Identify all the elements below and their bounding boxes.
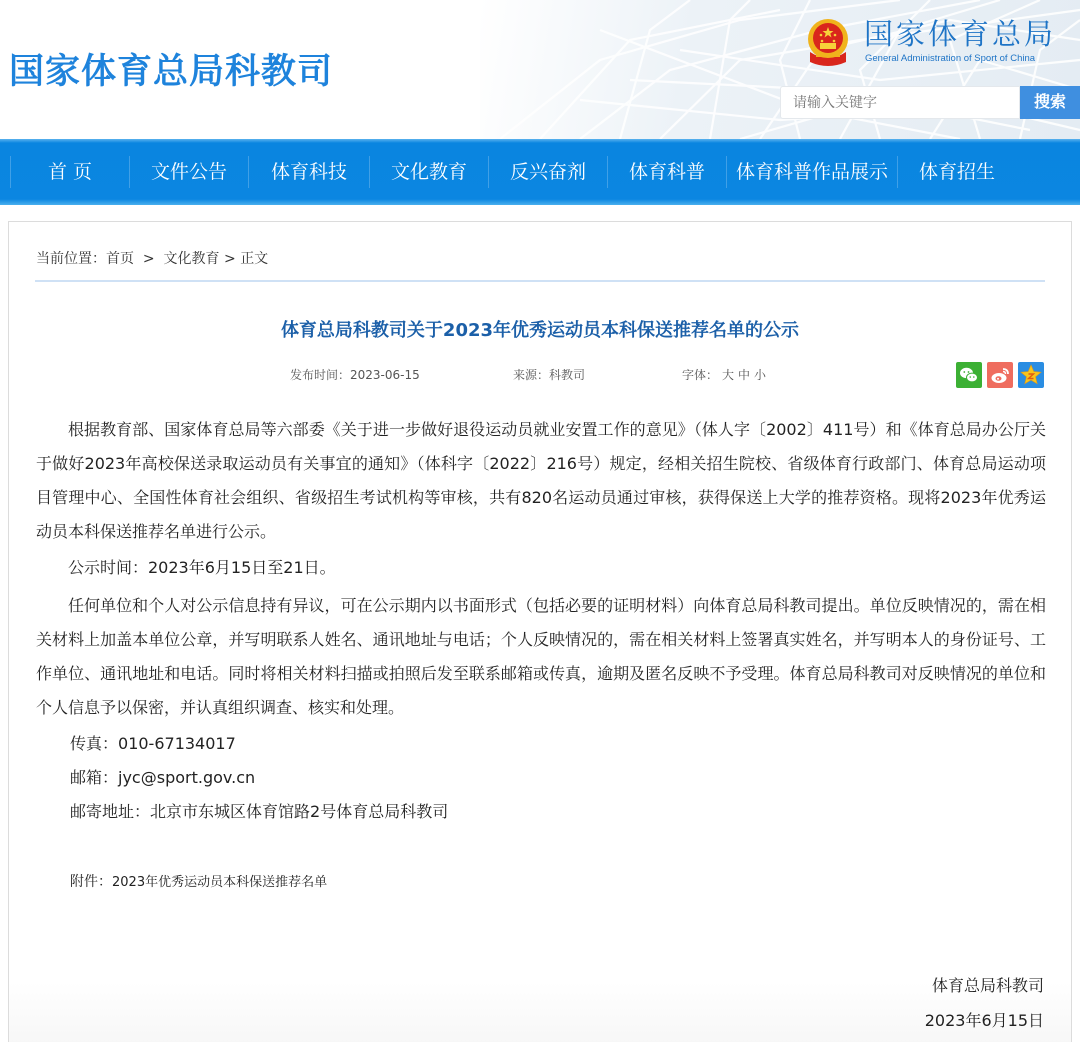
breadcrumb-current: 正文: [240, 251, 269, 267]
site-title[interactable]: 国家体育总局科教司: [9, 52, 334, 92]
source-value: 科教司: [549, 368, 586, 382]
qzone-icon[interactable]: [1018, 362, 1044, 388]
nav-item-science-works[interactable]: 体育科普作品展示: [735, 161, 888, 183]
attachment-label: 附件：: [70, 874, 112, 890]
email-label: 邮箱：: [70, 768, 119, 787]
nav-item-anti-doping[interactable]: 反兴奋剂: [509, 161, 586, 183]
nav-item-home[interactable]: 首 页: [47, 161, 93, 183]
breadcrumb-culture-education[interactable]: 文化教育: [163, 251, 220, 267]
national-emblem-icon: [806, 18, 850, 68]
contact-list: [36, 727, 1046, 829]
publish-date: [290, 366, 420, 384]
font-size-small[interactable]: 小: [754, 368, 767, 382]
address-label: 邮寄地址：: [70, 802, 151, 821]
article-title: 体育总局科教司关于2023年优秀运动员本科保送推荐名单的公示: [280, 320, 800, 341]
paragraph-objection: 任何单位和个人对公示信息持有异议，可在公示期内以书面形式（包括必要的证明材料）向体育总局科教司提出。单位反映情况的，需在相关材料上加盖本单位公章，并写明联系人姓名、通讯地址与电话；个人反映情况的，需在相关材料上签署真实姓名，并写明本人的身份证号、工作单位、通讯地址和电话。同时将相关材料扫描或拍照后发至联系邮箱或传真，逾期及匿名反映不予受理。体育总局科教司对反映情况的单位和个人信息予以保密，并认真组织调查、核实和处理。: [36, 596, 1046, 717]
source: [513, 366, 585, 384]
nav-item-sports-admissions[interactable]: 体育招生: [918, 161, 995, 183]
fax-value: 010-67134017: [118, 734, 236, 753]
address-value: 北京市东城区体育馆路2号体育总局科教司: [150, 802, 449, 821]
publish-label: 发布时间：: [290, 368, 351, 382]
fax-label: 传真：: [70, 734, 119, 753]
logo-english-name: General Administration of Sport of China: [865, 53, 1036, 64]
nav-item-science-popularization[interactable]: 体育科普: [628, 161, 705, 183]
signature-org: 体育总局科教司: [931, 976, 1044, 995]
breadcrumb-prefix: 当前位置：: [36, 251, 106, 267]
publish-date-value: 2023-06-15: [350, 368, 420, 382]
breadcrumb-home[interactable]: 首页: [106, 251, 134, 267]
nav-item-announcements[interactable]: 文件公告: [150, 161, 227, 183]
contact-email: [36, 761, 1046, 795]
nav-item-culture-education[interactable]: 文化教育: [390, 161, 467, 183]
font-size-large[interactable]: 大: [722, 368, 735, 382]
article-body-objection: [36, 589, 1046, 725]
breadcrumb: [36, 249, 268, 269]
article-body: [36, 413, 1046, 549]
site-header: [0, 0, 1080, 139]
attachment: [70, 871, 327, 894]
font-size-controls: [682, 366, 766, 384]
weibo-icon[interactable]: [987, 362, 1013, 388]
paragraph-publicity-period: 公示时间：2023年6月15日至21日。: [68, 558, 336, 577]
font-size-label: 字体：: [682, 368, 719, 382]
email-value[interactable]: jyc@sport.gov.cn: [118, 768, 256, 787]
paragraph-intro: 根据教育部、国家体育总局等六部委《关于进一步做好退役运动员就业安置工作的意见》（体人字〔2002〕411号）和《体育总局办公厅关于做好2023年高校保送录取运动员有关事宜的通知》（体科字〔2022〕216号）规定，经相关招生院校、省级体育行政部门、体育总局运动项目管理中心、全国性体育社会组织、省级招生考试机构等审核，共有820名运动员通过审核，获得保送上大学的推荐资格。现将2023年优秀运动员本科保送推荐名单进行公示。: [36, 420, 1046, 541]
breadcrumb-divider: [35, 280, 1045, 282]
attachment-link[interactable]: 2023年优秀运动员本科保送推荐名单: [112, 875, 328, 890]
contact-address: [36, 795, 1046, 829]
main-nav: [0, 139, 1080, 205]
logo-chinese-name: 国家体育总局: [864, 17, 1057, 51]
article-body-period: [36, 551, 1046, 585]
source-label: 来源：: [513, 368, 550, 382]
signature-date: 2023年6月15日: [924, 1011, 1044, 1030]
breadcrumb-separator: >: [224, 251, 236, 267]
gas-logo[interactable]: [806, 16, 1056, 70]
nav-item-sports-tech[interactable]: 体育科技: [270, 161, 347, 183]
search-button[interactable]: 搜索: [1020, 86, 1080, 119]
contact-fax: [36, 727, 1046, 761]
breadcrumb-separator: >: [142, 251, 155, 267]
wechat-icon[interactable]: [956, 362, 982, 388]
font-size-medium[interactable]: 中: [738, 368, 751, 382]
search-input[interactable]: [780, 86, 1020, 119]
